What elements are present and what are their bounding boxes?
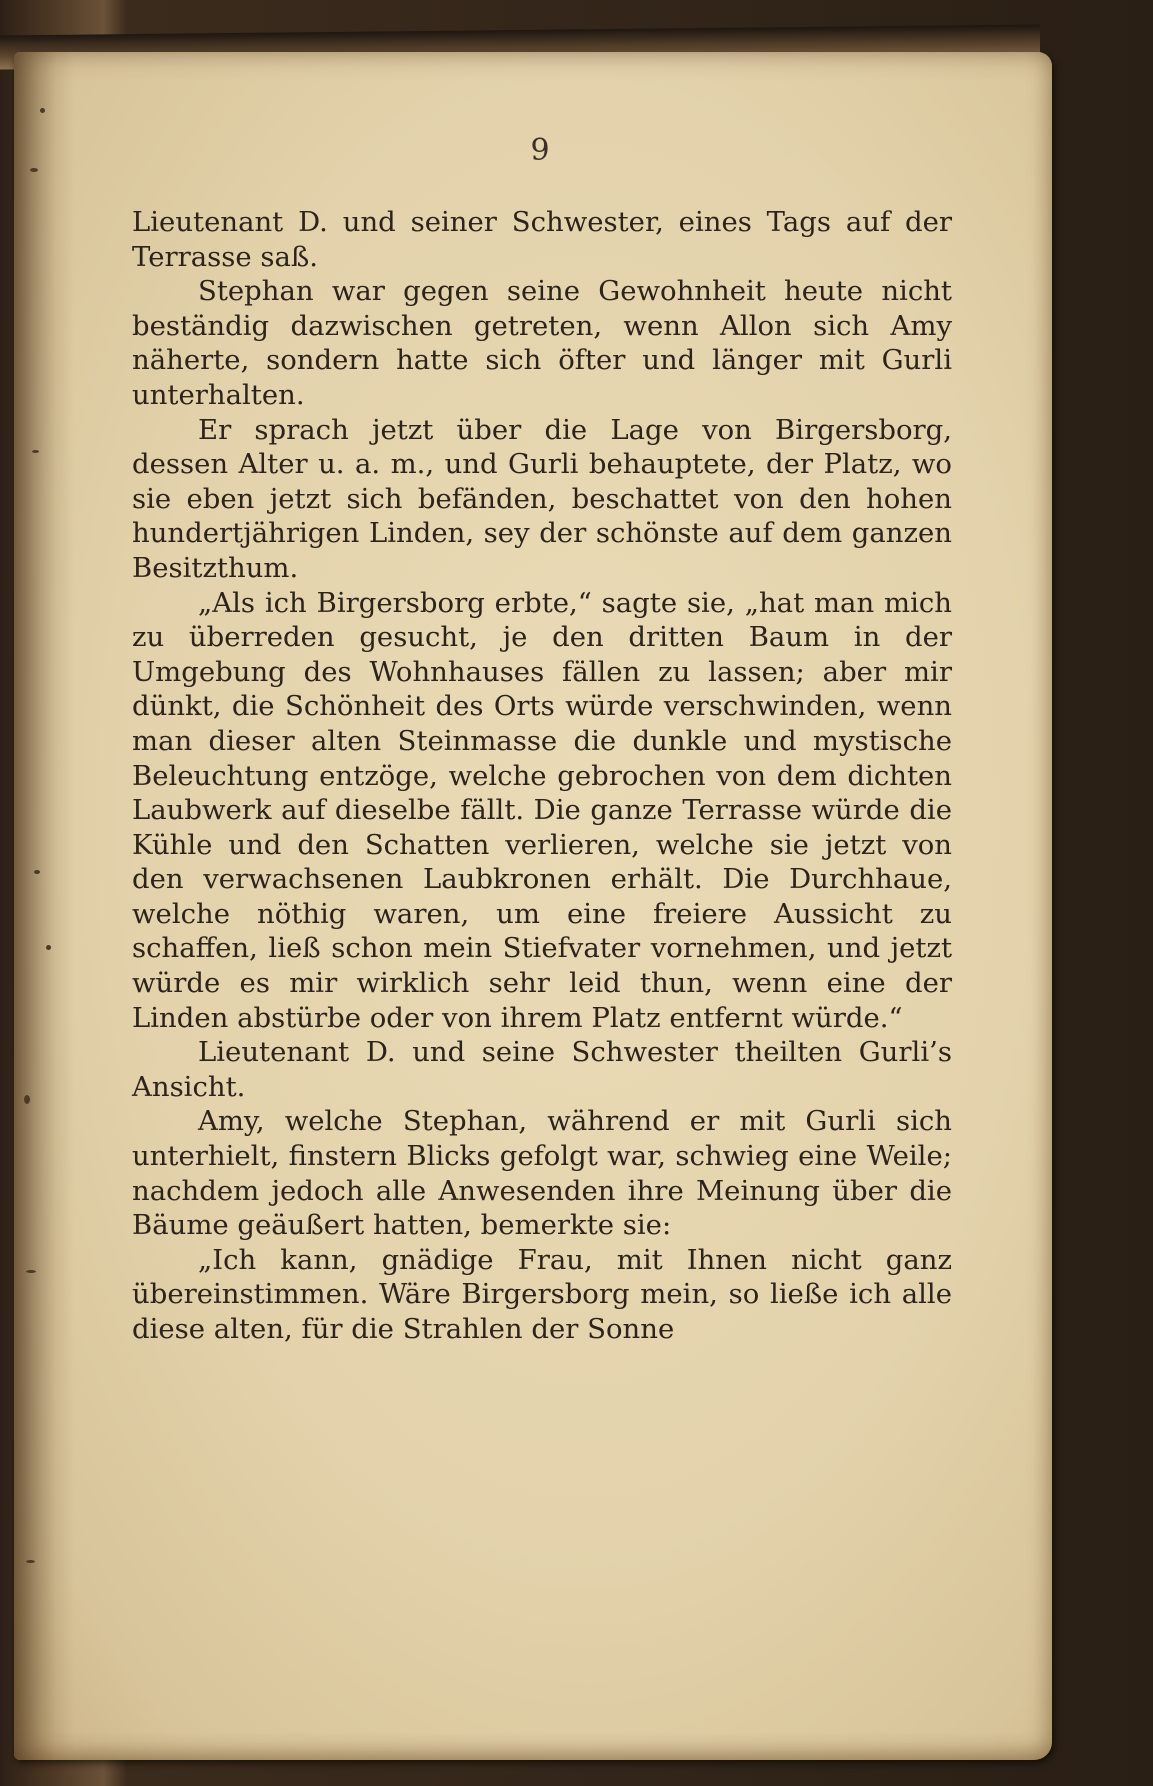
paragraph: „Als ich Birgersborg erbte,“ sagte sie, „hat man mich zu überreden gesucht, je den dritten Baum in der Umgebung des Wohnhauses fällen zu lassen; aber mir dünkt, die Schönheit des Orts würde verschwinden, wenn man dieser alten Steinmasse die dunkle und mystische Beleuchtung entzöge, welche gebrochen von dem dichten Laubwerk auf dieselbe fällt. Die ganze Terrasse würde die Kühle und den Schatten verlieren, welche sie jetzt von den verwachsenen Laubkronen erhält. Die Durchhaue, welche nöthig waren, um eine freiere Aussicht zu schaffen, ließ schon mein Stiefvater vornehmen, und jetzt würde es mir wirklich sehr leid thun, wenn eine der Linden abstürbe oder von ihrem Platz entfernt würde.“ [132, 586, 952, 1034]
margin-speck [26, 1560, 35, 1563]
margin-speck [26, 1270, 36, 1273]
paragraph: Er sprach jetzt über die Lage von Birgersborg, dessen Alter u. a. m., und Gurli behauptete, der Platz, wo sie eben jetzt sich befänden, beschattet von den hohen hundertjährigen Linden, sey der schönste auf dem ganzen Besitzthum. [132, 413, 952, 584]
margin-speck [30, 168, 38, 172]
margin-speck [40, 108, 45, 113]
paragraph: „Ich kann, gnädige Frau, mit Ihnen nicht ganz übereinstimmen. Wäre Birgersborg mein, so ließe ich alle diese alten, für die Strahlen der Sonne [132, 1243, 952, 1345]
paragraph: Lieutenant D. und seine Schwester theilten Gurli’s Ansicht. [132, 1036, 952, 1103]
margin-speck [32, 450, 39, 453]
paragraph: Amy, welche Stephan, während er mit Gurli sich unterhielt, finstern Blicks gefolgt war, schwieg eine Weile; nachdem jedoch alle Anwesenden ihre Meinung über die Bäume geäußert hatten, bemerkte sie: [132, 1105, 952, 1242]
paragraph: Lieutenant D. und seiner Schwester, eines Tags auf der Terrasse saß. [132, 206, 952, 273]
page-number: 9 [530, 133, 550, 168]
paragraph: Stephan war gegen seine Gewohnheit heute nicht beständig dazwischen getreten, wenn Allon sich Amy näherte, sondern hatte sich öfter und länger mit Gurli unterhalten. [132, 275, 952, 411]
page-gutter-shadow [14, 52, 74, 1760]
body-text [132, 205, 952, 1347]
margin-speck [34, 870, 40, 874]
margin-speck [46, 945, 51, 950]
margin-speck [24, 1095, 30, 1104]
